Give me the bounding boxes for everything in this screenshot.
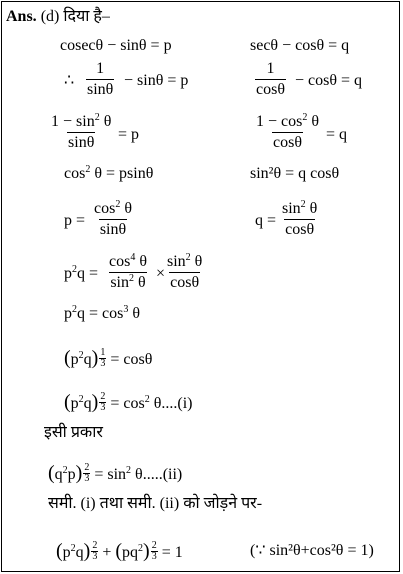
step1-left-rest: − sinθ = p bbox=[124, 72, 189, 89]
fraction-1-over-sin: $\frac{1}{\sin\theta}$ bbox=[87, 60, 114, 98]
fraction-1-minus-sin2: $\frac{1 - \sin^2 \theta}{\sin\theta}$ bbox=[51, 112, 112, 151]
identity-note: (∵ sin²θ+cos²θ = 1) bbox=[250, 542, 374, 559]
fraction-1-over-cos: $\frac{1}{\cos\theta}$ bbox=[256, 60, 285, 98]
step5-pre: $p^2q$ = bbox=[64, 264, 99, 282]
times-symbol: × bbox=[156, 265, 166, 282]
step4-right-pre: q = bbox=[255, 212, 277, 229]
similarly-label: इसी प्रकार bbox=[44, 424, 103, 441]
fraction-cos4-over-sin2: $\frac{\cos^4 \theta}{\sin^2 \theta}$ bbox=[109, 252, 147, 291]
fraction-q: $\frac{\sin^2 \theta}{\cos\theta}$ bbox=[282, 199, 318, 238]
therefore-symbol: ∴ bbox=[64, 72, 75, 89]
answer-header bbox=[6, 9, 110, 25]
given-left: cosecθ − sinθ = p bbox=[60, 37, 172, 54]
given-right: secθ − cosθ = q bbox=[250, 37, 350, 54]
adding-label: समी. (i) तथा समी. (ii) को जोड़ने पर- bbox=[48, 495, 263, 512]
final-equation: $(p^2q)$ $\frac{2}{3}$ + $(pq^2)$ $\frac{2}{3}$ = 1 bbox=[56, 540, 183, 562]
step6: $p^2q = \cos^3 \theta$ bbox=[64, 304, 141, 322]
step4-left-pre: p = bbox=[64, 212, 86, 229]
step1-right-rest: − cosθ = q bbox=[295, 72, 363, 89]
step8-equation-i: $(p^2q)$ $\frac{2}{3}$ = $\cos^2 \theta....(i)$ bbox=[64, 391, 193, 413]
step2-right-rest: = q bbox=[326, 126, 348, 143]
option-label: (d) दिया है– bbox=[40, 8, 110, 25]
step3-right: sin²θ = q cosθ bbox=[250, 165, 340, 182]
step2-left-rest: = p bbox=[118, 126, 140, 143]
fraction-1-minus-cos2: $\frac{1 - \cos^2 \theta}{\cos\theta}$ bbox=[256, 112, 320, 151]
step3-left: $\cos^2 \theta = psin\theta$ bbox=[64, 164, 154, 182]
step9-equation-ii: $(q^2p)$ $\frac{2}{3}$ = $\sin^2 \theta.....(ii)$ bbox=[48, 462, 183, 484]
step7: $(p^2q)$ $\frac{1}{3}$ = cosθ bbox=[64, 347, 153, 369]
ans-label: Ans. bbox=[6, 8, 37, 25]
fraction-p: $\frac{\cos^2 \theta}{\sin\theta}$ bbox=[94, 199, 132, 238]
fraction-sin2-over-cos: $\frac{\sin^2 \theta}{\cos\theta}$ bbox=[167, 252, 203, 291]
